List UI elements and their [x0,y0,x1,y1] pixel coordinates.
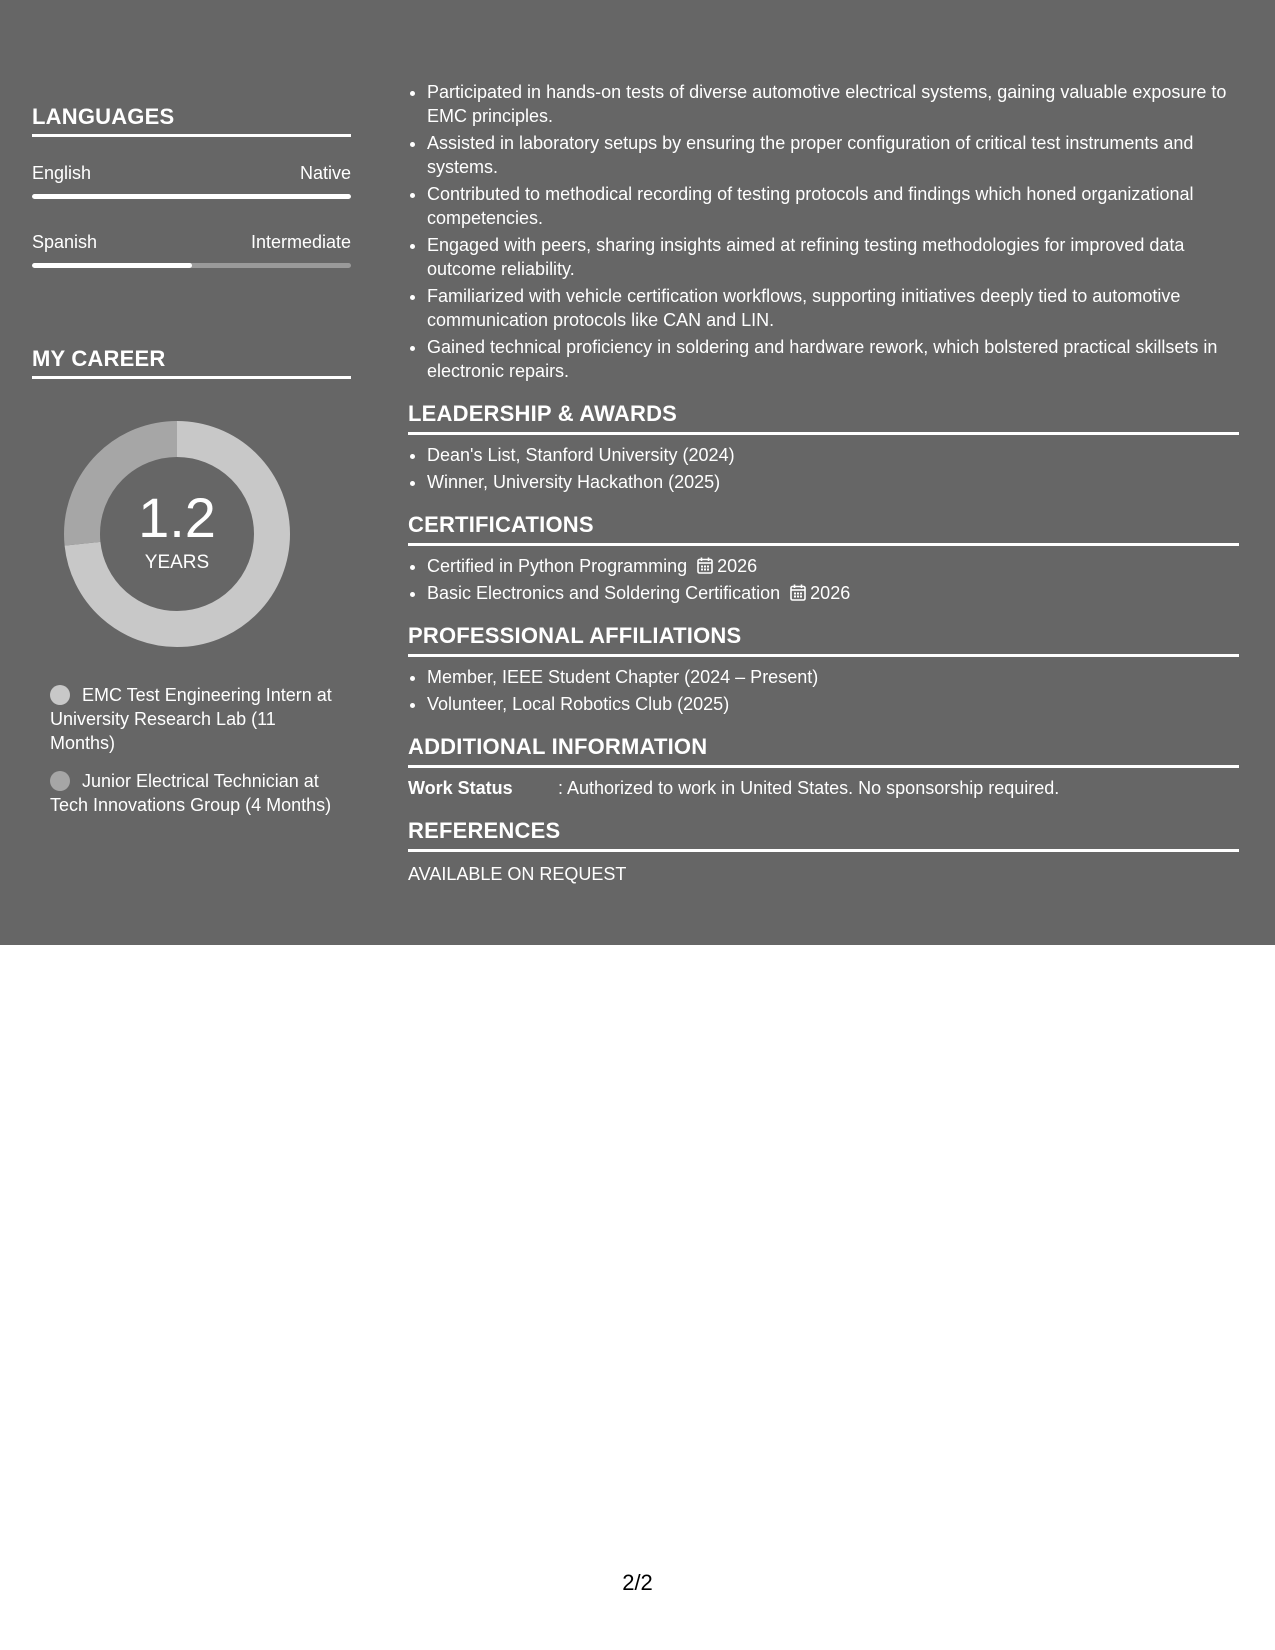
work-status-label: Work Status [408,778,513,798]
list-item: • Dean's List, Stanford University (2024) [427,443,1239,467]
certification-year: 2026 [810,583,851,603]
career-legend-item [50,683,340,755]
list-item: • Contributed to methodical recording of testing protocols and findings which honed organizational competencies. [427,182,1239,230]
list-item: • Member, IEEE Student Chapter (2024 – Present) [427,665,1239,689]
list-item: • Winner, University Hackathon (2025) [427,470,1239,494]
page-number: 2/2 [622,1570,653,1595]
work-status-row [408,776,1239,800]
language-bar-fill [32,194,351,199]
language-bar-fill [32,263,192,268]
certifications-heading: CERTIFICATIONS [408,512,1239,546]
list-item: • Engaged with peers, sharing insights aimed at refining testing methodologies for improved data outcome reliability. [427,233,1239,281]
legend-dot-icon [50,771,70,791]
calendar-icon [697,557,713,574]
career-legend-item [50,769,340,817]
language-name: Spanish [32,232,98,252]
language-name: English [32,163,92,183]
list-item: • Assisted in laboratory setups by ensuring the proper configuration of critical test instruments and systems. [427,131,1239,179]
career-total-unit: YEARS [144,552,210,573]
references-text: AVAILABLE ON REQUEST [408,864,627,884]
career-legend-label: Junior Electrical Technician at Tech Innovations Group (4 Months) [50,771,332,815]
career-donut-chart [64,421,290,647]
list-item: • Familiarized with vehicle certification workflows, supporting initiatives deeply tied to automotive communication protocols like CAN and LIN. [427,284,1239,332]
certification-name: Basic Electronics and Soldering Certification [427,583,781,603]
language-level: Native [299,163,351,183]
career-legend-label: EMC Test Engineering Intern at University Research Lab (11 Months) [50,685,332,753]
language-row-english [32,163,351,184]
affiliations-heading: PROFESSIONAL AFFILIATIONS [408,623,1239,657]
languages-heading: LANGUAGES [32,104,351,137]
donut-center [64,421,290,647]
career-legend [50,683,340,831]
leadership-heading: LEADERSHIP & AWARDS [408,401,1239,435]
affiliations-list [408,665,1239,716]
language-level: Intermediate [250,232,351,252]
legend-dot-icon [50,685,70,705]
language-row-spanish [32,232,351,253]
leadership-list [408,443,1239,494]
calendar-icon [790,584,806,601]
certification-year: 2026 [717,556,758,576]
additional-info-heading: ADDITIONAL INFORMATION [408,734,1239,768]
list-item [427,554,1239,578]
list-item: • Gained technical proficiency in soldering and hardware rework, which bolstered practical skillsets in electronic repairs. [427,335,1239,383]
career-total-value: 1.2 [138,486,216,549]
list-item: • Participated in hands-on tests of diverse automotive electrical systems, gaining valuable exposure to EMC principles. [427,80,1239,128]
list-item: • Volunteer, Local Robotics Club (2025) [427,692,1239,716]
work-status-value: : Authorized to work in United States. No sponsorship required. [558,778,1060,798]
list-item [427,581,1239,605]
main-column [408,80,1239,886]
language-bar-spanish [32,263,351,268]
career-heading: MY CAREER [32,346,351,379]
experience-bullets [408,80,1239,383]
certification-name: Certified in Python Programming [427,556,688,576]
certifications-list [408,554,1239,605]
references-heading: REFERENCES [408,818,1239,852]
language-bar-english [32,194,351,199]
